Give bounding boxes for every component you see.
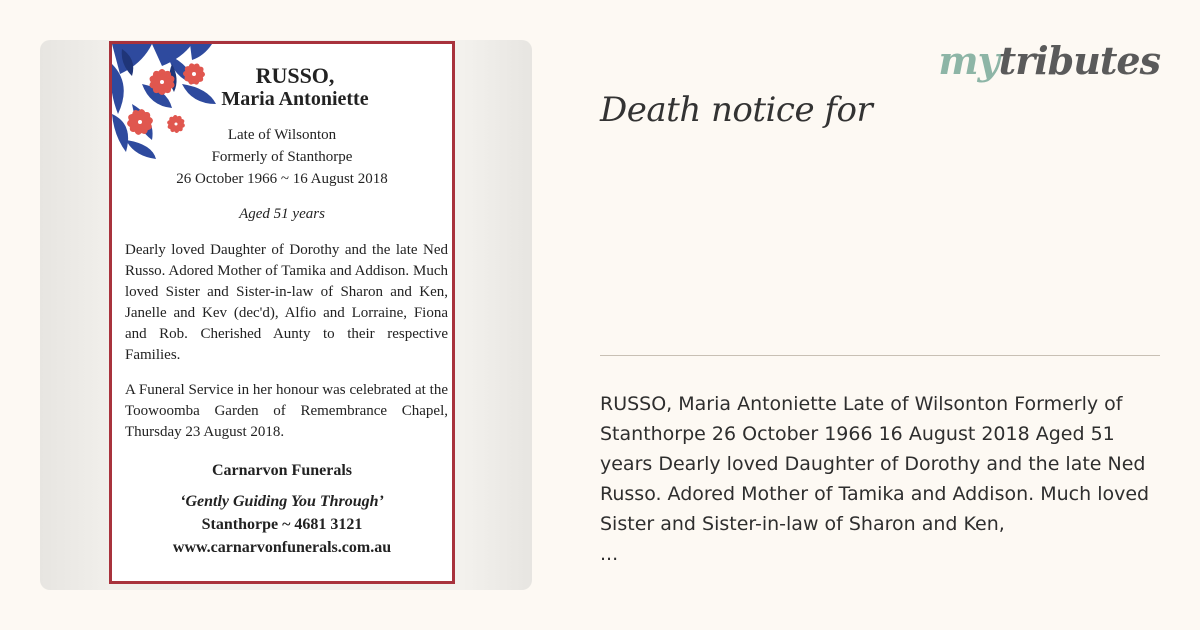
logo-tributes: tributes: [998, 38, 1160, 83]
notice-late-of: Late of Wilsonton: [227, 127, 337, 143]
notice-paragraph-funeral: A Funeral Service in her honour was celebrated at the Toowoomba Garden of Remembrance Chapel, Thursday 23 August 2018.: [125, 382, 448, 440]
mytributes-logo[interactable]: [938, 38, 1160, 83]
funeral-director-website: www.carnarvonfunerals.com.au: [172, 539, 392, 556]
notice-surname: RUSSO,: [255, 63, 335, 88]
notice-image-card: [40, 40, 532, 590]
notice-age: Aged 51 years: [239, 206, 325, 222]
divider: [600, 355, 1160, 356]
notice-summary-text: RUSSO, Maria Antoniette Late of Wilsonton Formerly of Stanthorpe 26 October 1966 16 August 2018 Aged 51 years Dearly loved Daughter of Dorothy and the late Ned Russo. Adored Mother of Tamika and Addison. Much loved Sister and Sister-in-law of Sharon and Ken,: [600, 393, 1150, 535]
page-title: Death notice for: [600, 90, 873, 130]
notice-paragraph-family: Dearly loved Daughter of Dorothy and the late Ned Russo. Adored Mother of Tamika and Addison. Much loved Sister and Sister-in-law of Sharon and Ken, Janelle and Kev (dec'd), Alfio and Lorraine, Fiona and Rob. Cherished Aunty to their respective Families.: [125, 242, 448, 363]
funeral-director-slogan: ‘Gently Guiding You Through’: [180, 493, 384, 510]
notice-given-names: Maria Antoniette: [221, 88, 369, 110]
notice-dates: 26 October 1966 ~ 16 August 2018: [176, 171, 388, 187]
summary-ellipsis: ...: [600, 543, 619, 565]
funeral-director-name: Carnarvon Funerals: [212, 462, 352, 479]
notice-formerly-of: Formerly of Stanthorpe: [211, 149, 353, 165]
logo-my: my: [938, 38, 999, 83]
death-notice-clipping: [109, 41, 455, 584]
funeral-director-phone: Stanthorpe ~ 4681 3121: [201, 516, 363, 533]
